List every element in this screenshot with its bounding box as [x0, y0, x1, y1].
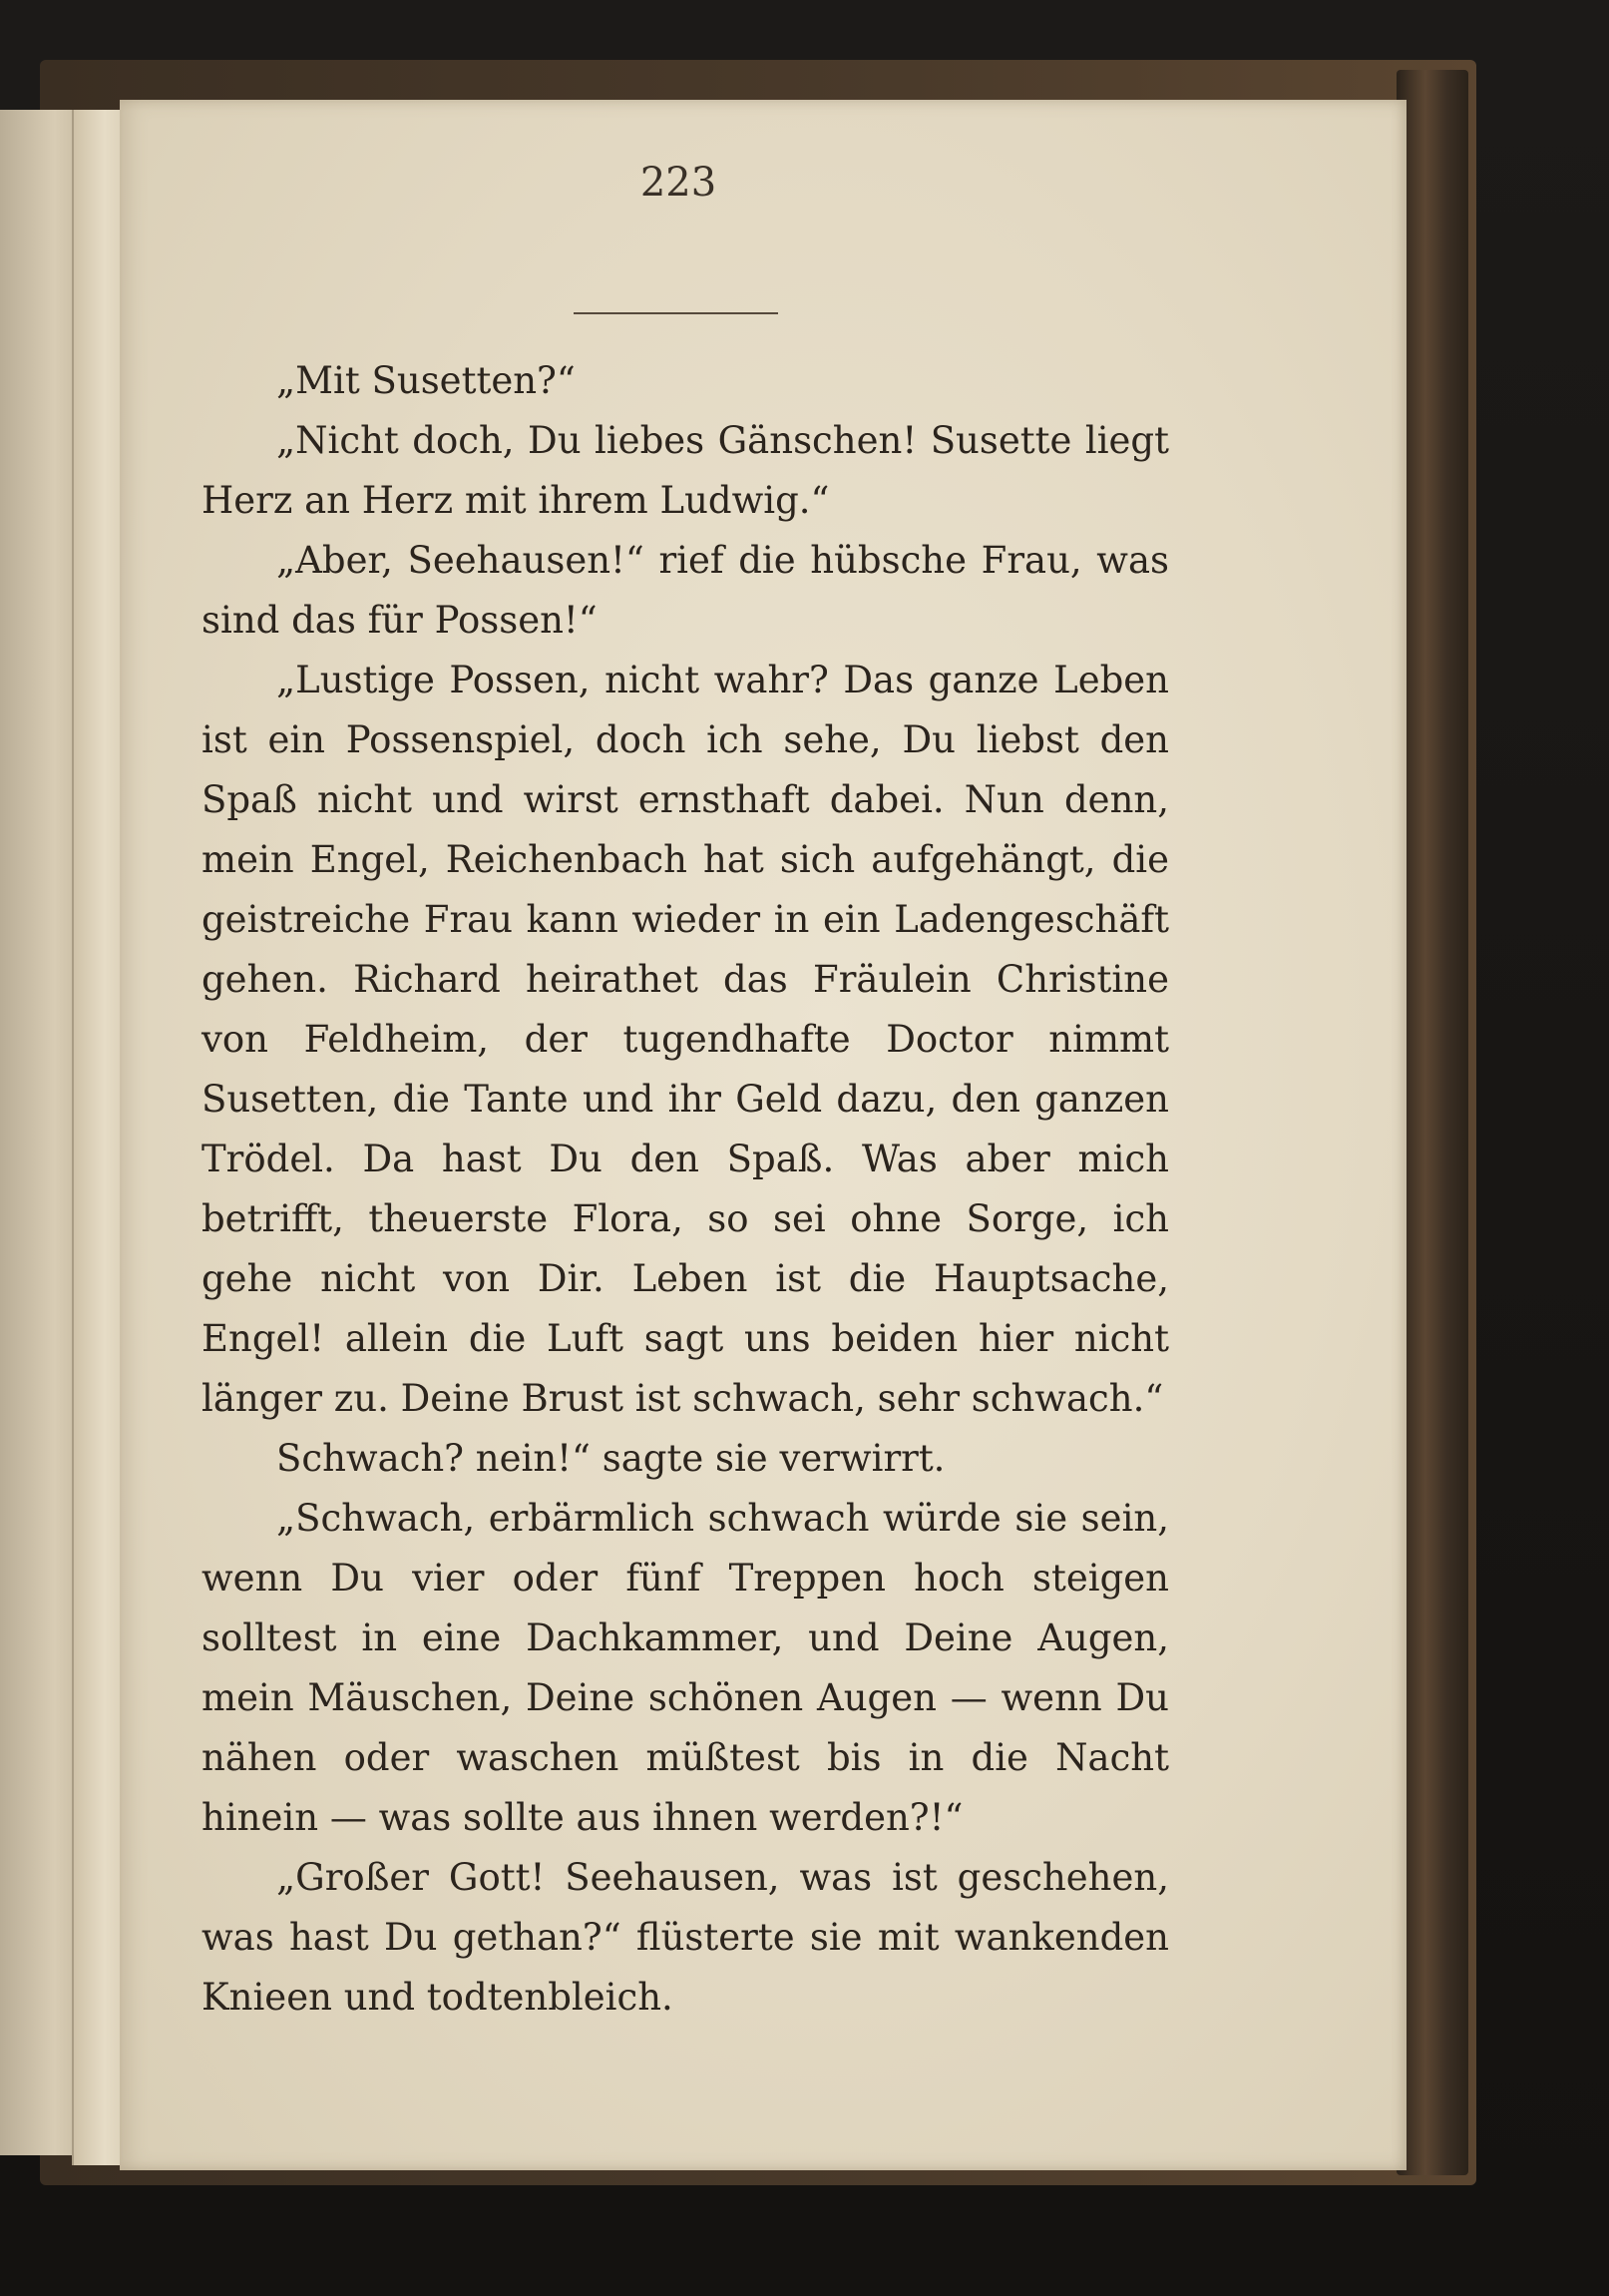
page-number-rule — [574, 312, 778, 314]
paragraph: „Mit Susetten?“ — [276, 359, 576, 402]
page-number: 223 — [639, 160, 717, 206]
left-page-edge — [0, 110, 78, 2155]
paragraph: „Schwach, erbärmlich schwach würde sie sein, wenn Du vier oder fünf Treppen hoch steigen solltest in eine Dachkammer, und Deine Augen, mein Mäuschen, Deine schönen Augen — wenn Du nähen oder waschen müßtest bis in die Nacht hinein — was sollte aus ihnen werden?!“ — [201, 1497, 1169, 1839]
paragraph: „Großer Gott! Seehausen, was ist geschehen, was hast Du gethan?“ flüsterte sie mit wankenden Knieen und todtenbleich. — [201, 1856, 1169, 2019]
paragraph: Schwach? nein!“ sagte sie verwirrt. — [276, 1437, 946, 1480]
paragraph: „Aber, Seehausen!“ rief die hübsche Frau, was sind das für Possen!“ — [201, 539, 1169, 642]
book-spine-edge — [1397, 70, 1468, 2175]
page-text — [201, 351, 1169, 2028]
paragraph: „Nicht doch, Du liebes Gänschen! Susette liegt Herz an Herz mit ihrem Ludwig.“ — [201, 419, 1169, 522]
paragraph: „Lustige Possen, nicht wahr? Das ganze Leben ist ein Possenspiel, doch ich sehe, Du liebst den Spaß nicht und wirst ernsthaft dabei. Nun denn, mein Engel, Reichenbach hat sich aufgehängt, die geistreiche Frau kann wieder in ein Ladengeschäft gehen. Richard heirathet das Fräulein Christine von Feldheim, der tugendhafte Doctor nimmt Susetten, die Tante und ihr Geld dazu, den ganzen Trödel. Da hast Du den Spaß. Was aber mich betrifft, theuerste Flora, so sei ohne Sorge, ich gehe nicht von Dir. Leben ist die Hauptsache, Engel! allein die Luft sagt uns beiden hier nicht länger zu. Deine Brust ist schwach, sehr schwach.“ — [201, 659, 1169, 1420]
